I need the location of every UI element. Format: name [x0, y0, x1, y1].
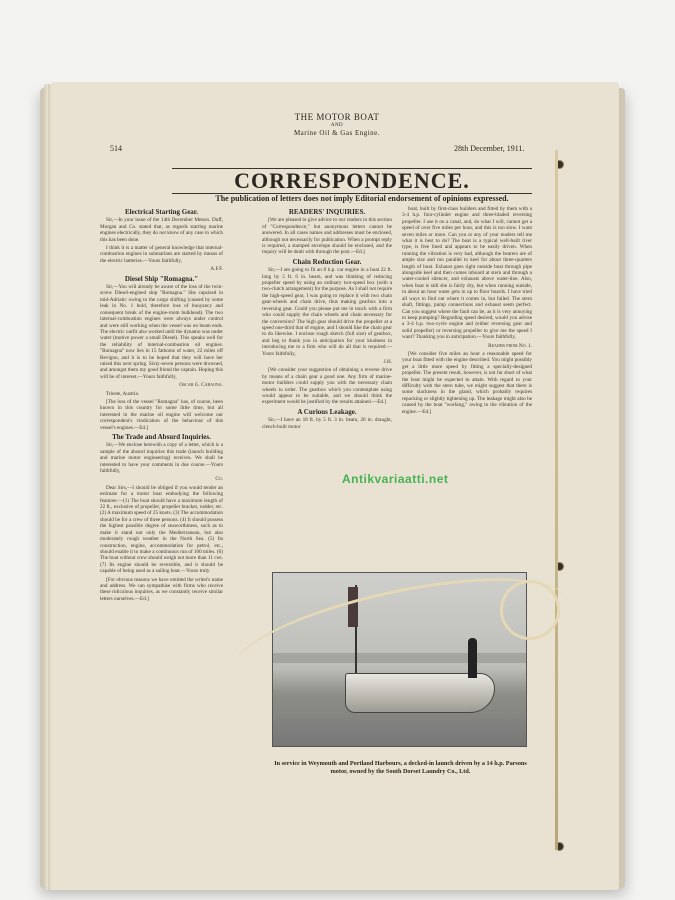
heading-absurd-inquiries: The Trade and Absurd Inquiries.	[112, 433, 211, 441]
column-1	[100, 206, 223, 806]
page-number: 514	[110, 144, 122, 153]
section-subtitle: The publication of letters does not imply Editorial endorsement of opinions expressed.	[215, 194, 509, 203]
signature: Co.	[215, 476, 223, 483]
magazine-page	[52, 82, 618, 890]
watermark-text: Antikvariaatti.net	[342, 472, 449, 486]
letter-paragraph: I think it is a matter of general knowledge that internal-combustion engines in submarines are started by means of the electric batteries.—Yours faithfully,	[100, 245, 223, 264]
editor-note: [The loss of the vessel "Romagna" has, of course, been known in this country for some little time, but all interested in the marine oil engine will welcome our correspondent's vindication of the behaviour of this vessel's engines.—Ed.]	[100, 398, 223, 431]
letter-paragraph: boat, built by first-class builders and fitted by them with a 3-4 h.p. four-cylinder engine and three-bladed reversing propeller. I use it on a canal, and, do what I will, cannot get a speed of over five miles per hour, and this is too slow. I want seven miles or more. Can you or any of your readers tell me what it is best to do? The boat is a typical well-built river type, is free lined and appears to be easily driven. When running the vibration is very bad, although the bearers are of ample size and run parallel to keel for about three-quarters length of boat. Exhaust goes right outside boat through pipe alongside keel and then comes inboard at stern and through a water-cooled silencer, and exhausts above water-line. Also, when boat is still she is fairly dry, but when running outside, in about an hour water gets in up to floor boards. I have tried all ways to find out where it comes in, but failed. The stern shaft, fittings, pump connections and exhaust seem perfect. Can you suggest where the fault can be, as it is very annoying to keep pumping? Regarding speed desired, would you advise a 3-4 h.p. two-cycle engine and (either reversing gear and solid propeller) or reversing propeller to give me the speed I want? Thanking you in anticipation.—Yours faithfully,	[402, 206, 532, 341]
heading-chain-reduction: Chain Reduction Gear.	[292, 257, 362, 266]
photo-caption: In service in Weymouth and Portland Harbours, a decked-in launch driven by a 14 h.p. Parsons motor, owned by the South Dorset Laundry Co., Ltd.	[274, 760, 527, 775]
editor-note: [We are pleased to give advice to our readers in this section of "Correspondence," but anonymous letters cannot be answered. In all cases names and addresses must be enclosed, although not necessarily for publication. When a prompt reply is required, a stamped envelope should be enclosed, and the inquiry will be dealt with through the post.—Ed.]	[262, 217, 392, 256]
publication-subtitle: Marine Oil & Gas Engine.	[293, 128, 381, 137]
heading-diesel-ship: Diesel Ship "Romagna."	[124, 274, 199, 283]
binding-string	[555, 150, 558, 850]
column-3	[402, 206, 532, 551]
letter-paragraph: Sir,—You will already be aware of the loss of the twin-screw Diesel-engined ship "Romagna." She capsized in mid-Adriatic owing to the cargo shifting (caused by some leak in No. 1 hold, therefore loss of buoyancy and consequent break of the engine-room bulkhead). The two internal-combustion engines were always under control and were still working when the vessel was on beam ends. The electric outfit also worked until the dynamo was under water (motive power a small Diesel). This speaks well for the reliability of internal-combustion oil engines. "Romagna" now lies in 15 fathoms of water, 22 miles off Bevigno, and it is to be hoped that they will have her raised this next spring. Sixty-seven persons were drowned, and amongst them my good friend the captain. Hoping this will be of interest.—Yours faithfully,	[100, 284, 223, 380]
heading-electrical-starting: Electrical Starting Gear.	[124, 208, 199, 216]
string-knot	[500, 580, 560, 640]
editor-note: [We consider five miles an hour a reasonable speed for your boat fitted with the engine described. You might possibly get a little more speed by fitting a specially-designed propeller. The present result, however, is not far short of what the boat might be expected to attain. With regard to your difficulty with the stern tube, we might suggest that there is some slackness in the gland, which probably requires repacking or slightly tightening up. The leakage might also be caused by the boat "working," owing to the vibration of the engine.—Ed.]	[402, 350, 532, 415]
letter-paragraph: Sir,—I have an 18 ft. by 5 ft. 3 in. beam, 20 in. draught, clench-built motor	[262, 417, 392, 430]
signature: Oscar G. Caraona.	[179, 382, 223, 389]
publication-and: AND	[330, 122, 344, 128]
column-2	[262, 206, 392, 546]
letter-paragraph: Sir,—I am going to fit an 8 h.p. car engine in a boat 22 ft. long by 5 ft. 6 in. beam, and was thinking of reducing propeller speed by using an ordinary two-speed box (with a two-clutch arrangement) for the purpose. As I shall not require the high-speed gear, I was going to replace it with two chain gear-wheels and chain drive, thus making gearbox into a reversing gear. Could you please put me in touch with a firm who could supply the chain wheels and chain necessary for the conversion? The high gear should drive the propeller at a speed one-third that of engine, and I should like the chain gear to do likewise. I enclose rough sketch (full size) of gearbox, and beg to thank you in anticipation for your kindness in introducing me to a firm who will do all that is required.—Yours faithfully,	[262, 267, 392, 357]
issue-date: 28th December, 1911.	[454, 144, 525, 153]
heading-readers-inquiries: READERS' INQUIRIES.	[288, 208, 366, 216]
publication-name: THE MOTOR BOAT	[294, 112, 380, 122]
signature: A.F.F.	[210, 266, 223, 273]
signature: J.H.	[383, 358, 392, 365]
editor-note: [For obvious reasons we have omitted the writer's name and address. We can sympathise with firms who receive these ridiculous inquiries, as we constantly receive similar letters ourselves.—Ed.]	[100, 576, 223, 602]
letter-paragraph: Dear Sirs,—I should be obliged if you would tender an estimate for a motor boat embodying the following features:—(1) The boat should have a maximum length of 22 ft., exclusive of propeller, propeller bracket, rudder, etc. (2) A maximum speed of 25 knots. (3) The accommodation should be for a crew of three persons. (4) It should possess the highest possible degree of seaworthiness, such as to make it stand not only the Mediterranean, but also moderately rough weather in the North Sea. (5) Its construction, engine, accommodation for petrol, etc., should enable it to make a continuous run of 100 miles. (6) The boat without crew should weigh not more than 11 cwt. (7) Its engine should be reversible, and it should be capable of being used as a sailing boat.—Yours truly.	[100, 484, 223, 575]
letter-place: Trieste, Austria.	[106, 390, 140, 397]
heading-curious-leakage: A Curious Leakage.	[297, 407, 357, 416]
signature: Reader from No. 1.	[488, 342, 532, 349]
letter-paragraph: Sir,—We enclose herewith a copy of a letter, which is a sample of the absurd inquiries this trade (launch building and marine motor engineering) receives. We shall be interested to have your comments in due course.—Yours faithfully,	[100, 442, 223, 475]
section-title: CORRESPONDENCE.	[172, 168, 532, 194]
letter-paragraph: Sir,—In your issue of the 14th December Messrs. Duff, Morgan and Co. stated that, as regards starting marine engines electrically, they do not know of any case in which this has been done.	[100, 217, 223, 243]
editor-note: [We consider your suggestion of obtaining a reverse drive by means of a chain gear a good one. Any firm of marine-motor builders could supply you with the necessary chain wheels to order. The gearbox which you contemplate using would appear to be suitable, and we should think the experiment would be justified by the results attained.—Ed.]	[262, 367, 392, 406]
publication-title	[252, 112, 422, 137]
